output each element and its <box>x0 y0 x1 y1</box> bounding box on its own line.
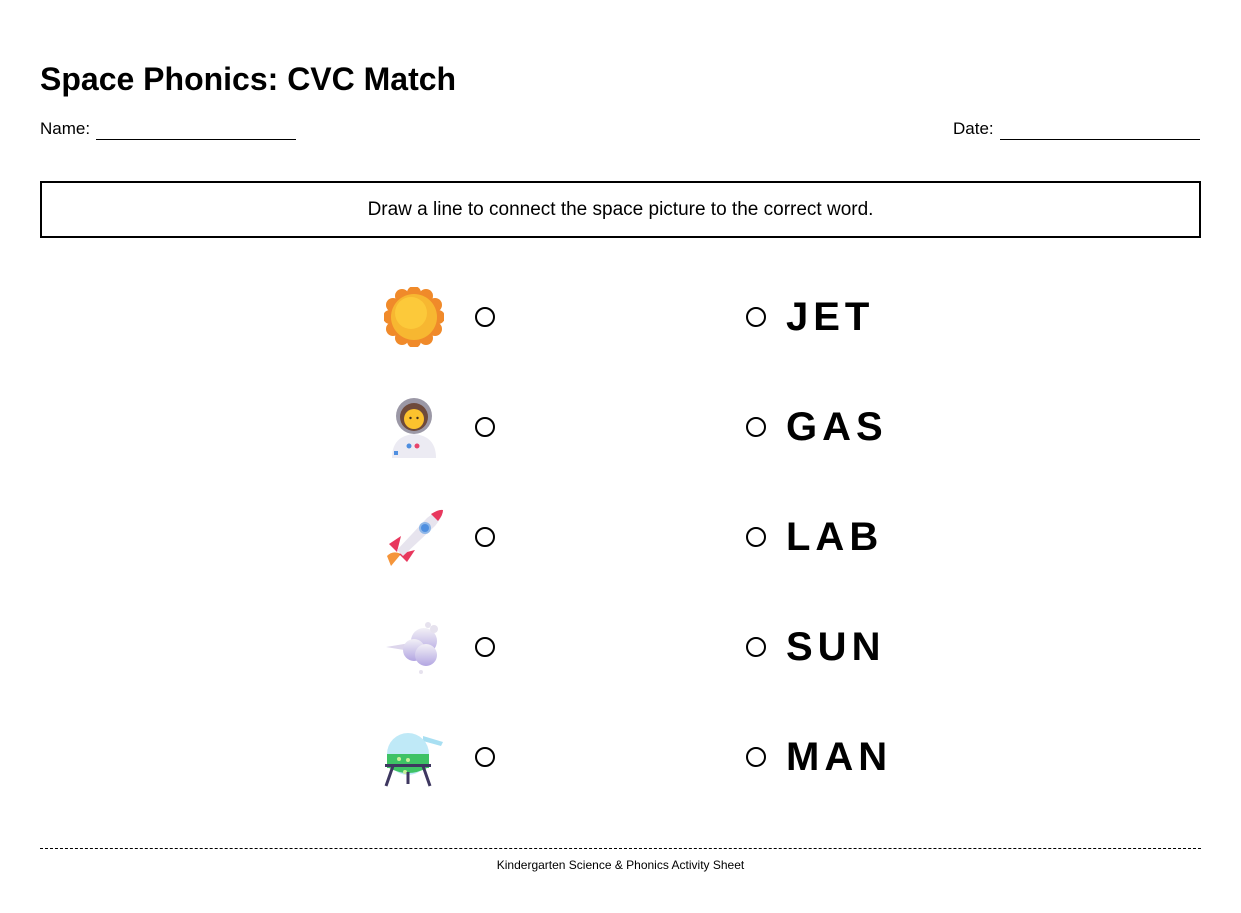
ufo-lab-icon <box>383 726 445 788</box>
picture-row <box>383 612 495 682</box>
rocket-icon <box>383 506 445 568</box>
word-row <box>746 392 888 462</box>
word-row <box>746 282 874 352</box>
word-dot[interactable] <box>746 637 766 657</box>
picture-dot[interactable] <box>475 417 495 437</box>
page-title: Space Phonics: CVC Match <box>40 61 457 97</box>
date-field <box>953 118 1200 140</box>
instructions-text: Draw a line to connect the space picture to the correct word. <box>367 198 874 220</box>
picture-dot[interactable] <box>475 637 495 657</box>
picture-row <box>383 722 495 792</box>
date-input-line[interactable] <box>1000 123 1200 140</box>
picture-dot[interactable] <box>475 307 495 327</box>
name-input-line[interactable] <box>96 123 296 140</box>
gas-cloud-icon <box>383 616 445 678</box>
word-dot[interactable] <box>746 527 766 547</box>
footer-text: Kindergarten Science & Phonics Activity Sheet <box>496 858 745 872</box>
footer-divider <box>40 848 1201 849</box>
word-row <box>746 502 883 572</box>
word-row <box>746 722 892 792</box>
word-label: MAN <box>786 735 893 779</box>
picture-dot[interactable] <box>475 527 495 547</box>
date-label: Date: <box>953 119 994 138</box>
word-dot[interactable] <box>746 747 766 767</box>
word-label: LAB <box>786 515 884 559</box>
picture-row <box>383 502 495 572</box>
astronaut-icon <box>383 396 445 458</box>
word-label: GAS <box>786 405 888 449</box>
word-row <box>746 612 885 682</box>
word-dot[interactable] <box>746 417 766 437</box>
instructions-box <box>40 181 1201 238</box>
picture-dot[interactable] <box>475 747 495 767</box>
name-field <box>40 118 296 140</box>
word-label: SUN <box>786 625 886 669</box>
name-label: Name: <box>40 119 91 138</box>
word-dot[interactable] <box>746 307 766 327</box>
sun-icon <box>383 286 445 348</box>
picture-row <box>383 392 495 462</box>
word-label: JET <box>786 295 875 339</box>
picture-row <box>383 282 495 352</box>
